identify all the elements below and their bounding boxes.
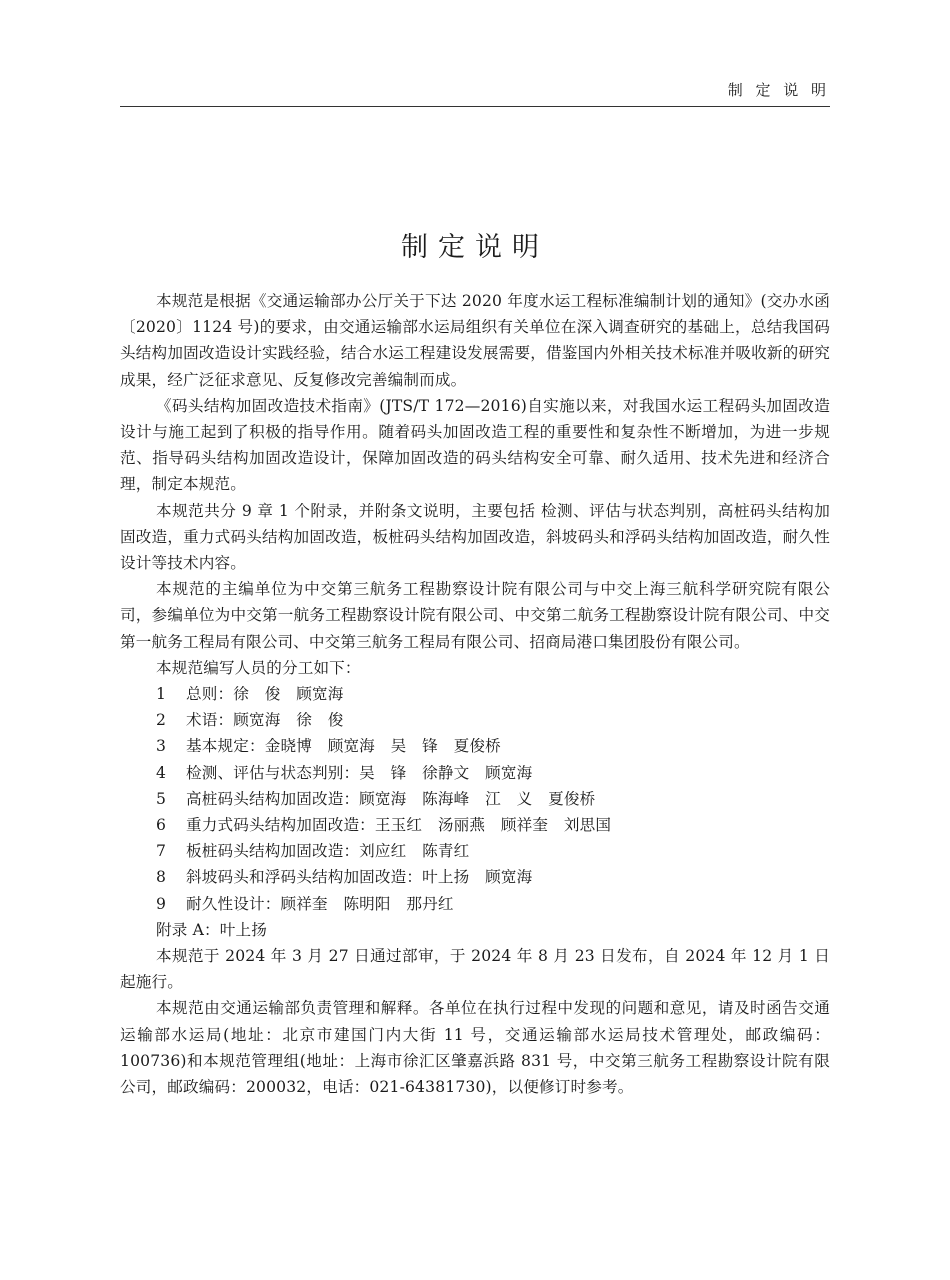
paragraph-administration: 本规范由交通运输部负责管理和解释。各单位在执行过程中发现的问题和意见，请及时函告交通运输部水运局(地址：北京市建国门内大街 11 号，交通运输部水运局技术管理处，邮政编码：100736)和本规范管理组(地址：上海市徐汇区肇嘉浜路 831 号，中交第三航务工程勘察设计院有限公司，邮政编码：200032，电话：021-64381730)，以便修订时参考。: [120, 999, 830, 1097]
list-item-text: 斜坡码头和浮码头结构加固改造：叶上扬 顾宽海: [186, 868, 533, 887]
list-item: [120, 864, 830, 890]
list-item-number: 5: [156, 789, 167, 808]
paragraph-dates: 本规范于 2024 年 3 月 27 日通过部审，于 2024 年 8 月 23 日发布，自 2024 年 12 月 1 日起施行。: [120, 947, 830, 992]
paragraph-organizations: 本规范的主编单位为中交第三航务工程勘察设计院有限公司与中交上海三航科学研究院有限公司，参编单位为中交第一航务工程勘察设计院有限公司、中交第二航务工程勘察设计院有限公司、中交第一航务工程局有限公司、中交第三航务工程局有限公司、招商局港口集团股份有限公司。: [120, 580, 830, 651]
header-divider: [120, 106, 830, 107]
list-item-text: 重力式码头结构加固改造：王玉红 汤丽燕 顾祥奎 刘思国: [186, 816, 612, 835]
list-item-text: 高桩码头结构加固改造：顾宽海 陈海峰 江 义 夏俊桥: [186, 789, 596, 808]
list-item-number: 3: [156, 737, 167, 756]
document-body: [120, 288, 830, 1100]
page-title: 制定说明: [401, 232, 549, 263]
list-item: [120, 707, 830, 733]
paragraph-background: 《码头结构加固改造技术指南》(JTS/T 172—2016)自实施以来，对我国水运工程码头加固改造设计与施工起到了积极的指导作用。随着码头加固改造工程的重要性和复杂性不断增加，为进一步规范、指导码头结构加固改造设计，保障加固改造的码头结构安全可靠、耐久适用、技术先进和经济合理，制定本规范。: [120, 396, 830, 494]
list-item-number: 8: [156, 868, 167, 887]
appendix-author: 附录 A：叶上扬: [156, 920, 267, 939]
author-list: [120, 681, 830, 917]
list-item-number: 2: [156, 711, 167, 730]
list-item: [120, 681, 830, 707]
list-item-text: 检测、评估与状态判别：吴 锋 徐静文 顾宽海: [186, 763, 533, 782]
list-item-text: 基本规定：金晓博 顾宽海 吴 锋 夏俊桥: [186, 737, 501, 756]
list-item-text: 耐久性设计：顾祥奎 陈明阳 那丹红: [186, 894, 454, 913]
paragraph-contents: 本规范共分 9 章 1 个附录，并附条文说明，主要包括 检测、评估与状态判别，高桩码头结构加固改造，重力式码头结构加固改造，板桩码头结构加固改造，斜坡码头和浮码头结构加固改造，耐久性设计等技术内容。: [120, 501, 830, 573]
list-item-number: 1: [156, 685, 167, 704]
list-item: [120, 838, 830, 864]
paragraph-authors-intro: 本规范编写人员的分工如下：: [156, 658, 361, 677]
list-item: [120, 812, 830, 838]
paragraph-origin: 本规范是根据《交通运输部办公厅关于下达 2020 年度水运工程标准编制计划的通知》(交办水函〔2020〕1124 号)的要求，由交通运输部水运局组织有关单位在深入调查研究的基础上，总结我国码头结构加固改造设计实践经验，结合水运工程建设发展需要，借鉴国内外相关技术标准并吸收新的研究成果，经广泛征求意见、反复修改完善编制而成。: [120, 292, 830, 389]
list-item-text: 板桩码头结构加固改造：刘应红 陈青红: [186, 842, 470, 861]
list-item-text: 总则：徐 俊 顾宽海: [186, 685, 344, 704]
running-header: 制 定 说 明: [727, 81, 830, 99]
list-item-number: 6: [156, 816, 167, 835]
list-item: [120, 733, 830, 759]
list-item-number: 4: [156, 763, 167, 782]
list-item-number: 7: [156, 842, 167, 861]
list-item: [120, 786, 830, 812]
list-item-number: 9: [156, 894, 167, 913]
list-item-text: 术语：顾宽海 徐 俊: [186, 711, 344, 730]
list-item: [120, 760, 830, 786]
list-item: [120, 891, 830, 917]
